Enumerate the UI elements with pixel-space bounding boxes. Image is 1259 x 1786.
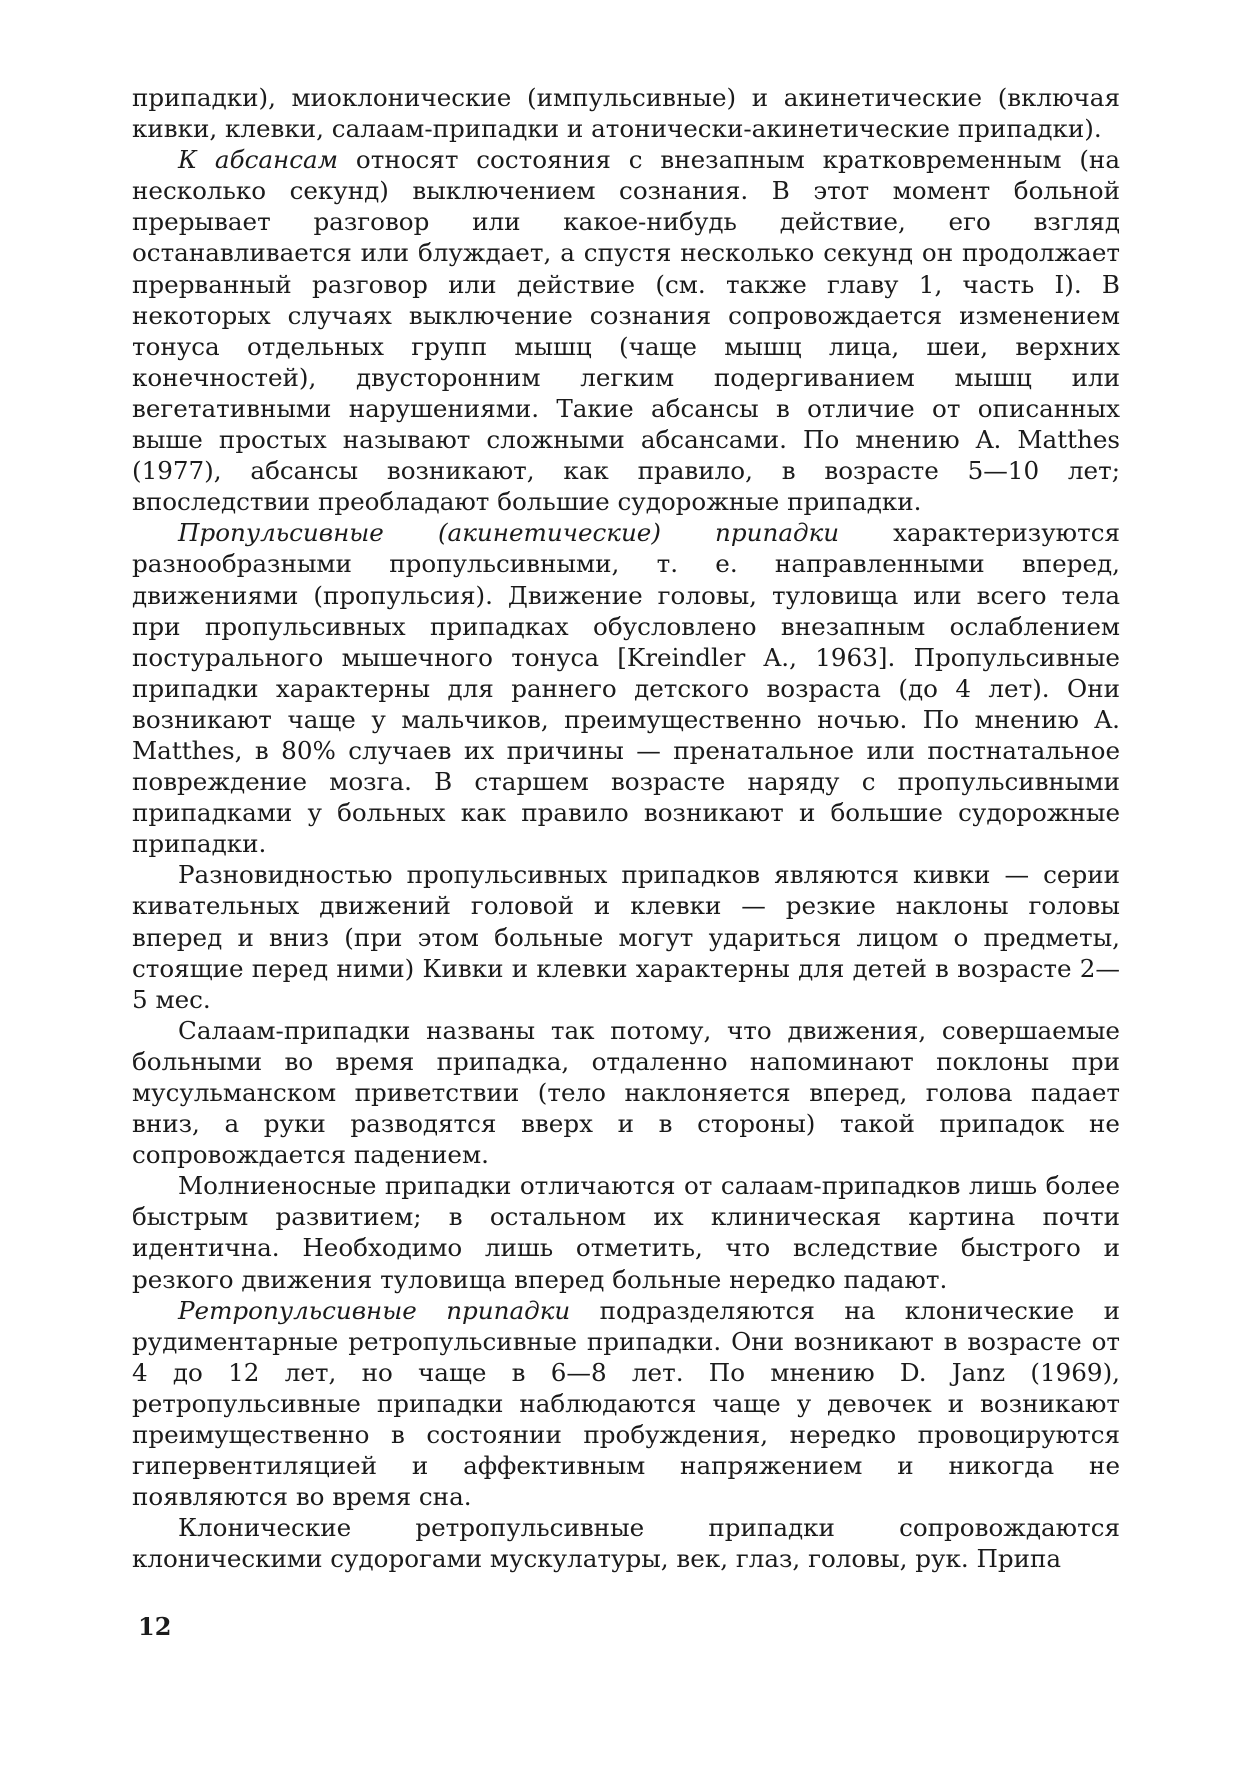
paragraph-1 bbox=[132, 144, 1120, 517]
paragraph-2 bbox=[132, 517, 1120, 859]
body-text bbox=[132, 82, 1120, 1575]
paragraph-3 bbox=[132, 859, 1120, 1014]
paragraph-2-italic-lead: Пропульсивные (акинетические) припадки bbox=[178, 518, 840, 548]
paragraph-1-text: относят состояния с внезапным кратковременным (на несколько секунд) выключением сознания. В этот момент больной прерывает разговор или какое-нибудь действие, его взгляд останавливается или блуждает, а спустя несколько секунд он продолжает прерванный разговор или действие (см. также главу 1, часть I). В некоторых случаях выключение сознания сопровождается изменением тонуса отдельных групп мышц (чаще мышц лица, шеи, верхних конечностей), двусторонним легким подергиванием мышц или вегетативными нарушениями. Такие абсансы в отличие от описанных выше простых называют сложными абсансами. По мнению A. Matthes (1977), абсансы возникают, как правило, в возрасте 5—10 лет; впоследствии преобладают большие судорожные припадки. bbox=[132, 145, 1120, 517]
paragraph-7-text: Клонические ретропульсивные припадки сопровождаются клоническими судорогами мускулатуры, век, глаз, головы, рук. Припа bbox=[132, 1513, 1120, 1574]
paragraph-0 bbox=[132, 82, 1120, 144]
paragraph-2-text: характеризуются разнообразными пропульсивными, т. е. направленными вперед, движениями (пропульсия). Движение головы, туловища или всего тела при пропульсивных припадках обусловлено внезапным ослаблением постурального мышечного тонуса [Kreindler A., 1963]. Пропульсивные припадки характерны для раннего детского возраста (до 4 лет). Они возникают чаще у мальчиков, преимущественно ночью. По мнению A. Matthes, в 80% случаев их причины — пренатальное или постнатальное повреждение мозга. В старшем возрасте наряду с пропульсивными припадками у больных как правило возникают и большие судорожные припадки. bbox=[132, 518, 1120, 859]
paragraph-6-italic-lead: Ретропульсивные припадки bbox=[178, 1295, 571, 1325]
paragraph-6 bbox=[132, 1295, 1120, 1513]
paragraph-1-italic-lead: К абсансам bbox=[178, 145, 339, 175]
paragraph-3-text: Разновидностью пропульсивных припадков являются кивки — серии кивательных движений головой и клевки — резкие наклоны головы вперед и вниз (при этом больные могут удариться лицом о предметы, стоящие перед ними) Кивки и клевки характерны для детей в возрасте 2—5 мес. bbox=[132, 860, 1120, 1014]
paragraph-5-text: Молниеносные припадки отличаются от салаам-припадков лишь более быстрым развитием; в остальном их клиническая картина почти идентична. Необходимо лишь отметить, что вследствие быстрого и резкого движения туловища вперед больные нередко падают. bbox=[132, 1171, 1120, 1294]
paragraph-5 bbox=[132, 1170, 1120, 1294]
paragraph-4 bbox=[132, 1015, 1120, 1170]
paragraph-0-text: припадки), миоклонические (импульсивные) и акинетические (включая кивки, клевки, салаам-припадки и атонически-акинетические припадки). bbox=[132, 83, 1120, 144]
paragraph-4-text: Салаам-припадки названы так потому, что движения, совершаемые больными во время припадка, отдаленно напоминают поклоны при мусульманском приветствии (тело наклоняется вперед, голова падает вниз, а руки разводятся вверх и в стороны) такой припадок не сопровождается падением. bbox=[132, 1015, 1120, 1170]
page-number: 12 bbox=[138, 1612, 172, 1641]
paragraph-6-text: подразделяются на клонические и рудиментарные ретропульсивные припадки. Они возникают в возрасте от 4 до 12 лет, но чаще в 6—8 лет. По мнению D. Janz (1969), ретропульсивные припадки наблюдаются чаще у девочек и возникают преимущественно в состоянии пробуждения, нередко провоцируются гипервентиляцией и аффективным напряжением и никогда не появляются во время сна. bbox=[132, 1295, 1121, 1512]
paragraph-7 bbox=[132, 1512, 1120, 1574]
